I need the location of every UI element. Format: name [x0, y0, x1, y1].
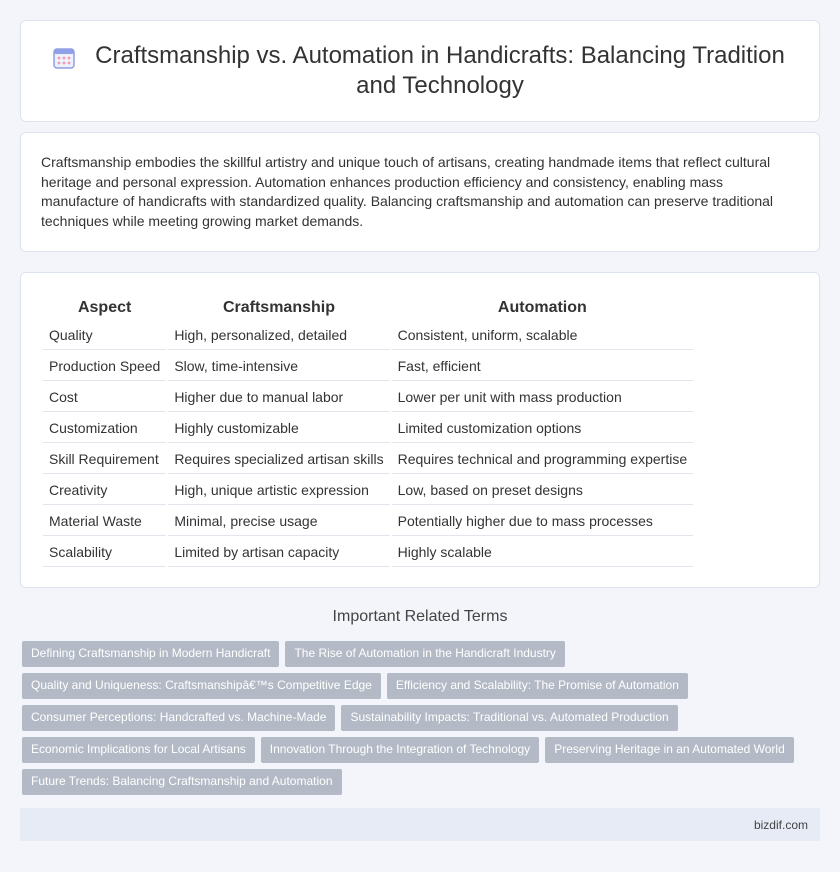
related-term-link[interactable]: Defining Craftsmanship in Modern Handicraft	[22, 641, 279, 667]
table-row	[43, 383, 693, 412]
footer-site-link[interactable]: bizdif.com	[753, 817, 808, 832]
footer	[20, 808, 820, 841]
related-terms-list	[22, 641, 812, 795]
cell-automation: Highly scalable	[392, 538, 693, 567]
table-row	[43, 414, 693, 443]
header-craftsmanship: Craftsmanship	[222, 299, 335, 316]
table-header-row	[43, 295, 693, 319]
related-term-link[interactable]: Innovation Through the Integration of Technology	[261, 737, 539, 763]
cell-craftsmanship: Requires specialized artisan skills	[168, 445, 389, 474]
page-title: Craftsmanship vs. Automation in Handicrafts: Balancing Tradition and Technology	[95, 42, 785, 99]
table-row	[43, 445, 693, 474]
header-automation: Automation	[497, 299, 587, 316]
related-term-link[interactable]: Future Trends: Balancing Craftsmanship and Automation	[22, 769, 342, 795]
cell-craftsmanship: Highly customizable	[168, 414, 389, 443]
related-term-link[interactable]: Efficiency and Scalability: The Promise of Automation	[387, 673, 688, 699]
cell-automation: Lower per unit with mass production	[392, 383, 693, 412]
cell-automation: Consistent, uniform, scalable	[392, 321, 693, 350]
cell-automation: Limited customization options	[392, 414, 693, 443]
related-term-link[interactable]: The Rise of Automation in the Handicraft Industry	[285, 641, 564, 667]
table-row	[43, 321, 693, 350]
cell-aspect: Skill Requirement	[43, 445, 166, 474]
cell-aspect: Quality	[43, 321, 166, 350]
cell-aspect: Production Speed	[43, 352, 166, 381]
table-row	[43, 507, 693, 536]
related-terms-heading: Important Related Terms	[332, 608, 508, 625]
intro-card	[20, 132, 820, 252]
related-term-link[interactable]: Quality and Uniqueness: Craftsmanshipâ€™s Competitive Edge	[22, 673, 381, 699]
intro-paragraph: Craftsmanship embodies the skillful artistry and unique touch of artisans, creating handmade items that reflect cultural heritage and personal expression. Automation enhances production efficiency and consistency, enabling mass manufacture of handicrafts with standardized quality. Balancing craftsmanship and automation can preserve traditional techniques while meeting growing market demands.	[41, 154, 774, 229]
related-term-link[interactable]: Consumer Perceptions: Handcrafted vs. Machine-Made	[22, 705, 335, 731]
cell-automation: Potentially higher due to mass processes	[392, 507, 693, 536]
header-card	[20, 20, 820, 122]
cell-craftsmanship: Limited by artisan capacity	[168, 538, 389, 567]
cell-aspect: Creativity	[43, 476, 166, 505]
table-row	[43, 538, 693, 567]
cell-craftsmanship: High, personalized, detailed	[168, 321, 389, 350]
related-term-link[interactable]: Sustainability Impacts: Traditional vs. Automated Production	[341, 705, 677, 731]
cell-automation: Requires technical and programming expertise	[392, 445, 693, 474]
cell-aspect: Scalability	[43, 538, 166, 567]
related-term-link[interactable]: Preserving Heritage in an Automated World	[545, 737, 794, 763]
comparison-table	[41, 293, 695, 569]
table-row	[43, 352, 693, 381]
cell-automation: Low, based on preset designs	[392, 476, 693, 505]
related-term-link[interactable]: Economic Implications for Local Artisans	[22, 737, 255, 763]
cell-craftsmanship: Minimal, precise usage	[168, 507, 389, 536]
cell-aspect: Cost	[43, 383, 166, 412]
comparison-card	[20, 272, 820, 588]
header-aspect: Aspect	[77, 299, 132, 316]
cell-craftsmanship: Slow, time-intensive	[168, 352, 389, 381]
cell-craftsmanship: Higher due to manual labor	[168, 383, 389, 412]
cell-craftsmanship: High, unique artistic expression	[168, 476, 389, 505]
table-row	[43, 476, 693, 505]
cell-aspect: Customization	[43, 414, 166, 443]
cell-aspect: Material Waste	[43, 507, 166, 536]
cell-automation: Fast, efficient	[392, 352, 693, 381]
